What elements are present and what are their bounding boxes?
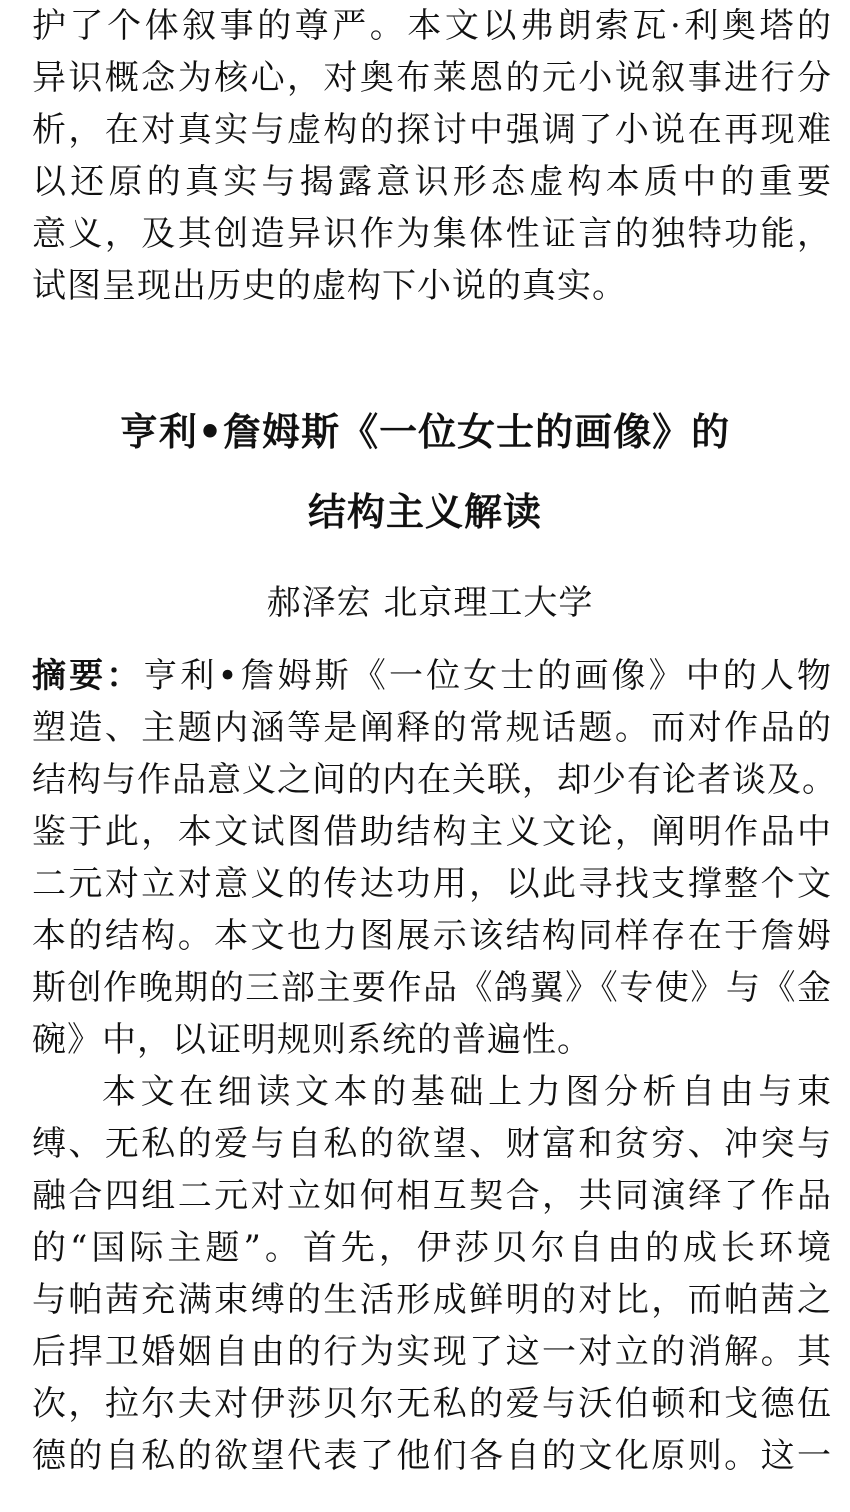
- text-line: 次，拉尔夫对伊莎贝尔无私的爱与沃伯顿和戈德伍: [32, 1384, 832, 1424]
- text-line: 本文在细读文本的基础上力图分析自由与束: [102, 1072, 832, 1112]
- text-line: 异识概念为核心，对奥布莱恩的元小说叙事进行分: [32, 58, 832, 98]
- text-line: 析，在对真实与虚构的探讨中强调了小说在再现难: [32, 110, 832, 150]
- abstract-first-line-text: 亨利•詹姆斯《一位女士的画像》中的人物: [143, 656, 832, 696]
- article-abstract: [32, 650, 837, 1066]
- text-line: 后捍卫婚姻自由的行为实现了这一对立的消解。其: [32, 1332, 832, 1372]
- abstract-first-line: [32, 650, 832, 702]
- text-line: 护了个体叙事的尊严。本文以弗朗索瓦·利奥塔的: [32, 6, 832, 46]
- text-line: 结构与作品意义之间的内在关联，却少有论者谈及。: [32, 760, 837, 800]
- text-line: 鉴于此，本文试图借助结构主义文论，阐明作品中: [32, 812, 832, 852]
- text-line: 的“国际主题”。首先，伊莎贝尔自由的成长环境: [32, 1228, 832, 1268]
- text-line: 缚、无私的爱与自私的欲望、财富和贫穷、冲突与: [32, 1124, 832, 1164]
- previous-article-closing-paragraph: [32, 0, 832, 312]
- text-line: 碗》中，以证明规则系统的普遍性。: [32, 1020, 592, 1060]
- article-title-line-2: 结构主义解读: [307, 490, 542, 534]
- text-line: 德的自私的欲望代表了他们各自的文化原则。这一: [32, 1436, 832, 1476]
- text-line: 试图呈现出历史的虚构下小说的真实。: [32, 266, 627, 306]
- article-body-paragraph: [32, 1066, 832, 1482]
- text-line: 二元对立对意义的传达功用，以此寻找支撑整个文: [32, 864, 832, 904]
- text-line: 意义，及其创造异识作为集体性证言的独特功能，: [32, 214, 832, 254]
- article-title-line-1: 亨利•詹姆斯《一位女士的画像》的: [119, 410, 731, 454]
- text-line: 塑造、主题内涵等是阐释的常规话题。而对作品的: [32, 708, 832, 748]
- text-line: 本的结构。本文也力图展示该结构同样存在于詹姆: [32, 916, 832, 956]
- text-line: 与帕茜充满束缚的生活形成鲜明的对比，而帕茜之: [32, 1280, 832, 1320]
- text-line: 以还原的真实与揭露意识形态虚构本质中的重要: [32, 162, 832, 202]
- text-line: 融合四组二元对立如何相互契合，共同演绎了作品: [32, 1176, 832, 1216]
- article-author: 郝泽宏 北京理工大学: [266, 583, 594, 623]
- text-line: 斯创作晚期的三部主要作品《鸽翼》《专使》与《金: [32, 968, 832, 1008]
- abstract-label: 摘要：: [32, 656, 144, 696]
